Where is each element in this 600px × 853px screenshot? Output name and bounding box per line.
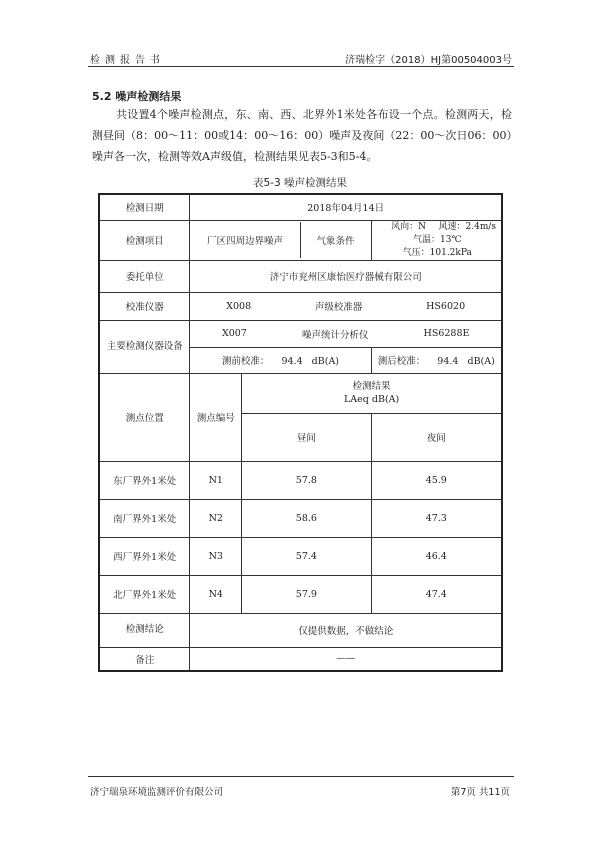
main-instrument-name: 噪声统计分析仪 [301, 329, 369, 341]
section-paragraph: 共设置4个噪声检测点，东、南、西、北界外1米处各布设一个点。检测两天，检测昼间（8：00～11：00或14：00～16：00）噪声及夜间（22：00～次日06：00）噪声各一次，检测等效A声级值，检测结果见表5-3和5-4。 [92, 108, 512, 163]
row-night: 47.3 [371, 499, 502, 537]
row-day: 57.8 [242, 461, 371, 499]
calibration-row [99, 292, 502, 320]
report-number: 济瑞检字（2018）HJ第00504003号 [345, 55, 512, 66]
conclusion-label: 检测结论 [99, 613, 190, 647]
col-day-header: 昼间 [242, 413, 371, 461]
col-point-header: 测点编号 [190, 373, 242, 461]
table-row [99, 461, 502, 499]
col-result-header [242, 373, 502, 413]
item-value: 厂区四周边界噪声 [190, 222, 300, 258]
table-row [99, 575, 502, 613]
footer-divider [88, 776, 514, 777]
row-night: 45.9 [371, 461, 502, 499]
client-value: 济宁市兖州区康怡医疗器械有限公司 [190, 260, 502, 292]
calibration-label: 校准仪器 [99, 292, 190, 320]
header-row-1 [99, 373, 502, 413]
footer-company: 济宁瑞泉环境监测评价有限公司 [90, 787, 224, 798]
row-point: N2 [190, 499, 242, 537]
temperature: 气温：13℃ [413, 234, 462, 245]
calibration-value [190, 292, 502, 320]
table-row [99, 499, 502, 537]
row-night: 46.4 [371, 537, 502, 575]
main-instrument-model: HS6288E [423, 328, 470, 339]
weather-label: 气象条件 [316, 236, 355, 247]
client-row [99, 260, 502, 292]
pressure: 气压：101.2kPa [402, 247, 472, 258]
col-location-header: 测点位置 [99, 373, 190, 461]
client-label: 委托单位 [99, 260, 190, 292]
calibration-model: HS6020 [426, 300, 466, 312]
post-calibration: 测后校准： 94.4 dB(A) [371, 347, 502, 373]
report-header-label: 检测报告书 [90, 55, 165, 66]
section-title: 5.2 噪声检测结果 [92, 90, 182, 103]
remark-value: —— [190, 647, 502, 671]
page-number: 第7页 共11页 [450, 787, 510, 798]
calibration-id: X008 [226, 300, 252, 312]
remark-label: 备注 [99, 647, 190, 671]
remark-row [99, 647, 502, 671]
row-location: 北厂界外1米处 [99, 575, 190, 613]
conclusion-row [99, 613, 502, 647]
row-day: 57.4 [242, 537, 371, 575]
conclusion-value: 仅提供数据，不做结论 [190, 613, 502, 647]
row-location: 南厂界外1米处 [99, 499, 190, 537]
row-night: 47.4 [371, 575, 502, 613]
date-value: 2018年04月14日 [190, 194, 502, 220]
main-instrument-label: 主要检测仪器设备 [99, 320, 190, 373]
item-weather-cell [190, 220, 371, 260]
wind-speed: 风速：2.4m/s [438, 221, 497, 232]
row-point: N1 [190, 461, 242, 499]
row-point: N4 [190, 575, 242, 613]
row-location: 东厂界外1米处 [99, 461, 190, 499]
table-row [99, 537, 502, 575]
calibration-name: 声级校准器 [314, 302, 363, 313]
main-instrument-value [190, 320, 502, 347]
header-divider [88, 66, 514, 67]
col-night-header: 夜间 [371, 413, 502, 461]
date-label: 检测日期 [99, 194, 190, 220]
result-unit: LAeq dB(A) [343, 394, 400, 405]
item-row [99, 220, 502, 260]
row-location: 西厂界外1米处 [99, 537, 190, 575]
row-day: 58.6 [242, 499, 371, 537]
row-day: 57.9 [242, 575, 371, 613]
date-row [99, 194, 502, 220]
pre-calibration: 测前校准： 94.4 dB(A) [190, 347, 371, 373]
noise-result-table [98, 193, 503, 672]
item-label: 检测项目 [99, 220, 190, 260]
row-point: N3 [190, 537, 242, 575]
main-instrument-row [99, 320, 502, 347]
weather-values [371, 220, 502, 260]
main-instrument-id: X007 [221, 328, 247, 339]
result-label: 检测结果 [352, 381, 391, 392]
table-title: 表5-3 噪声检测结果 [253, 177, 347, 189]
wind-direction: 风向：N [391, 221, 426, 232]
